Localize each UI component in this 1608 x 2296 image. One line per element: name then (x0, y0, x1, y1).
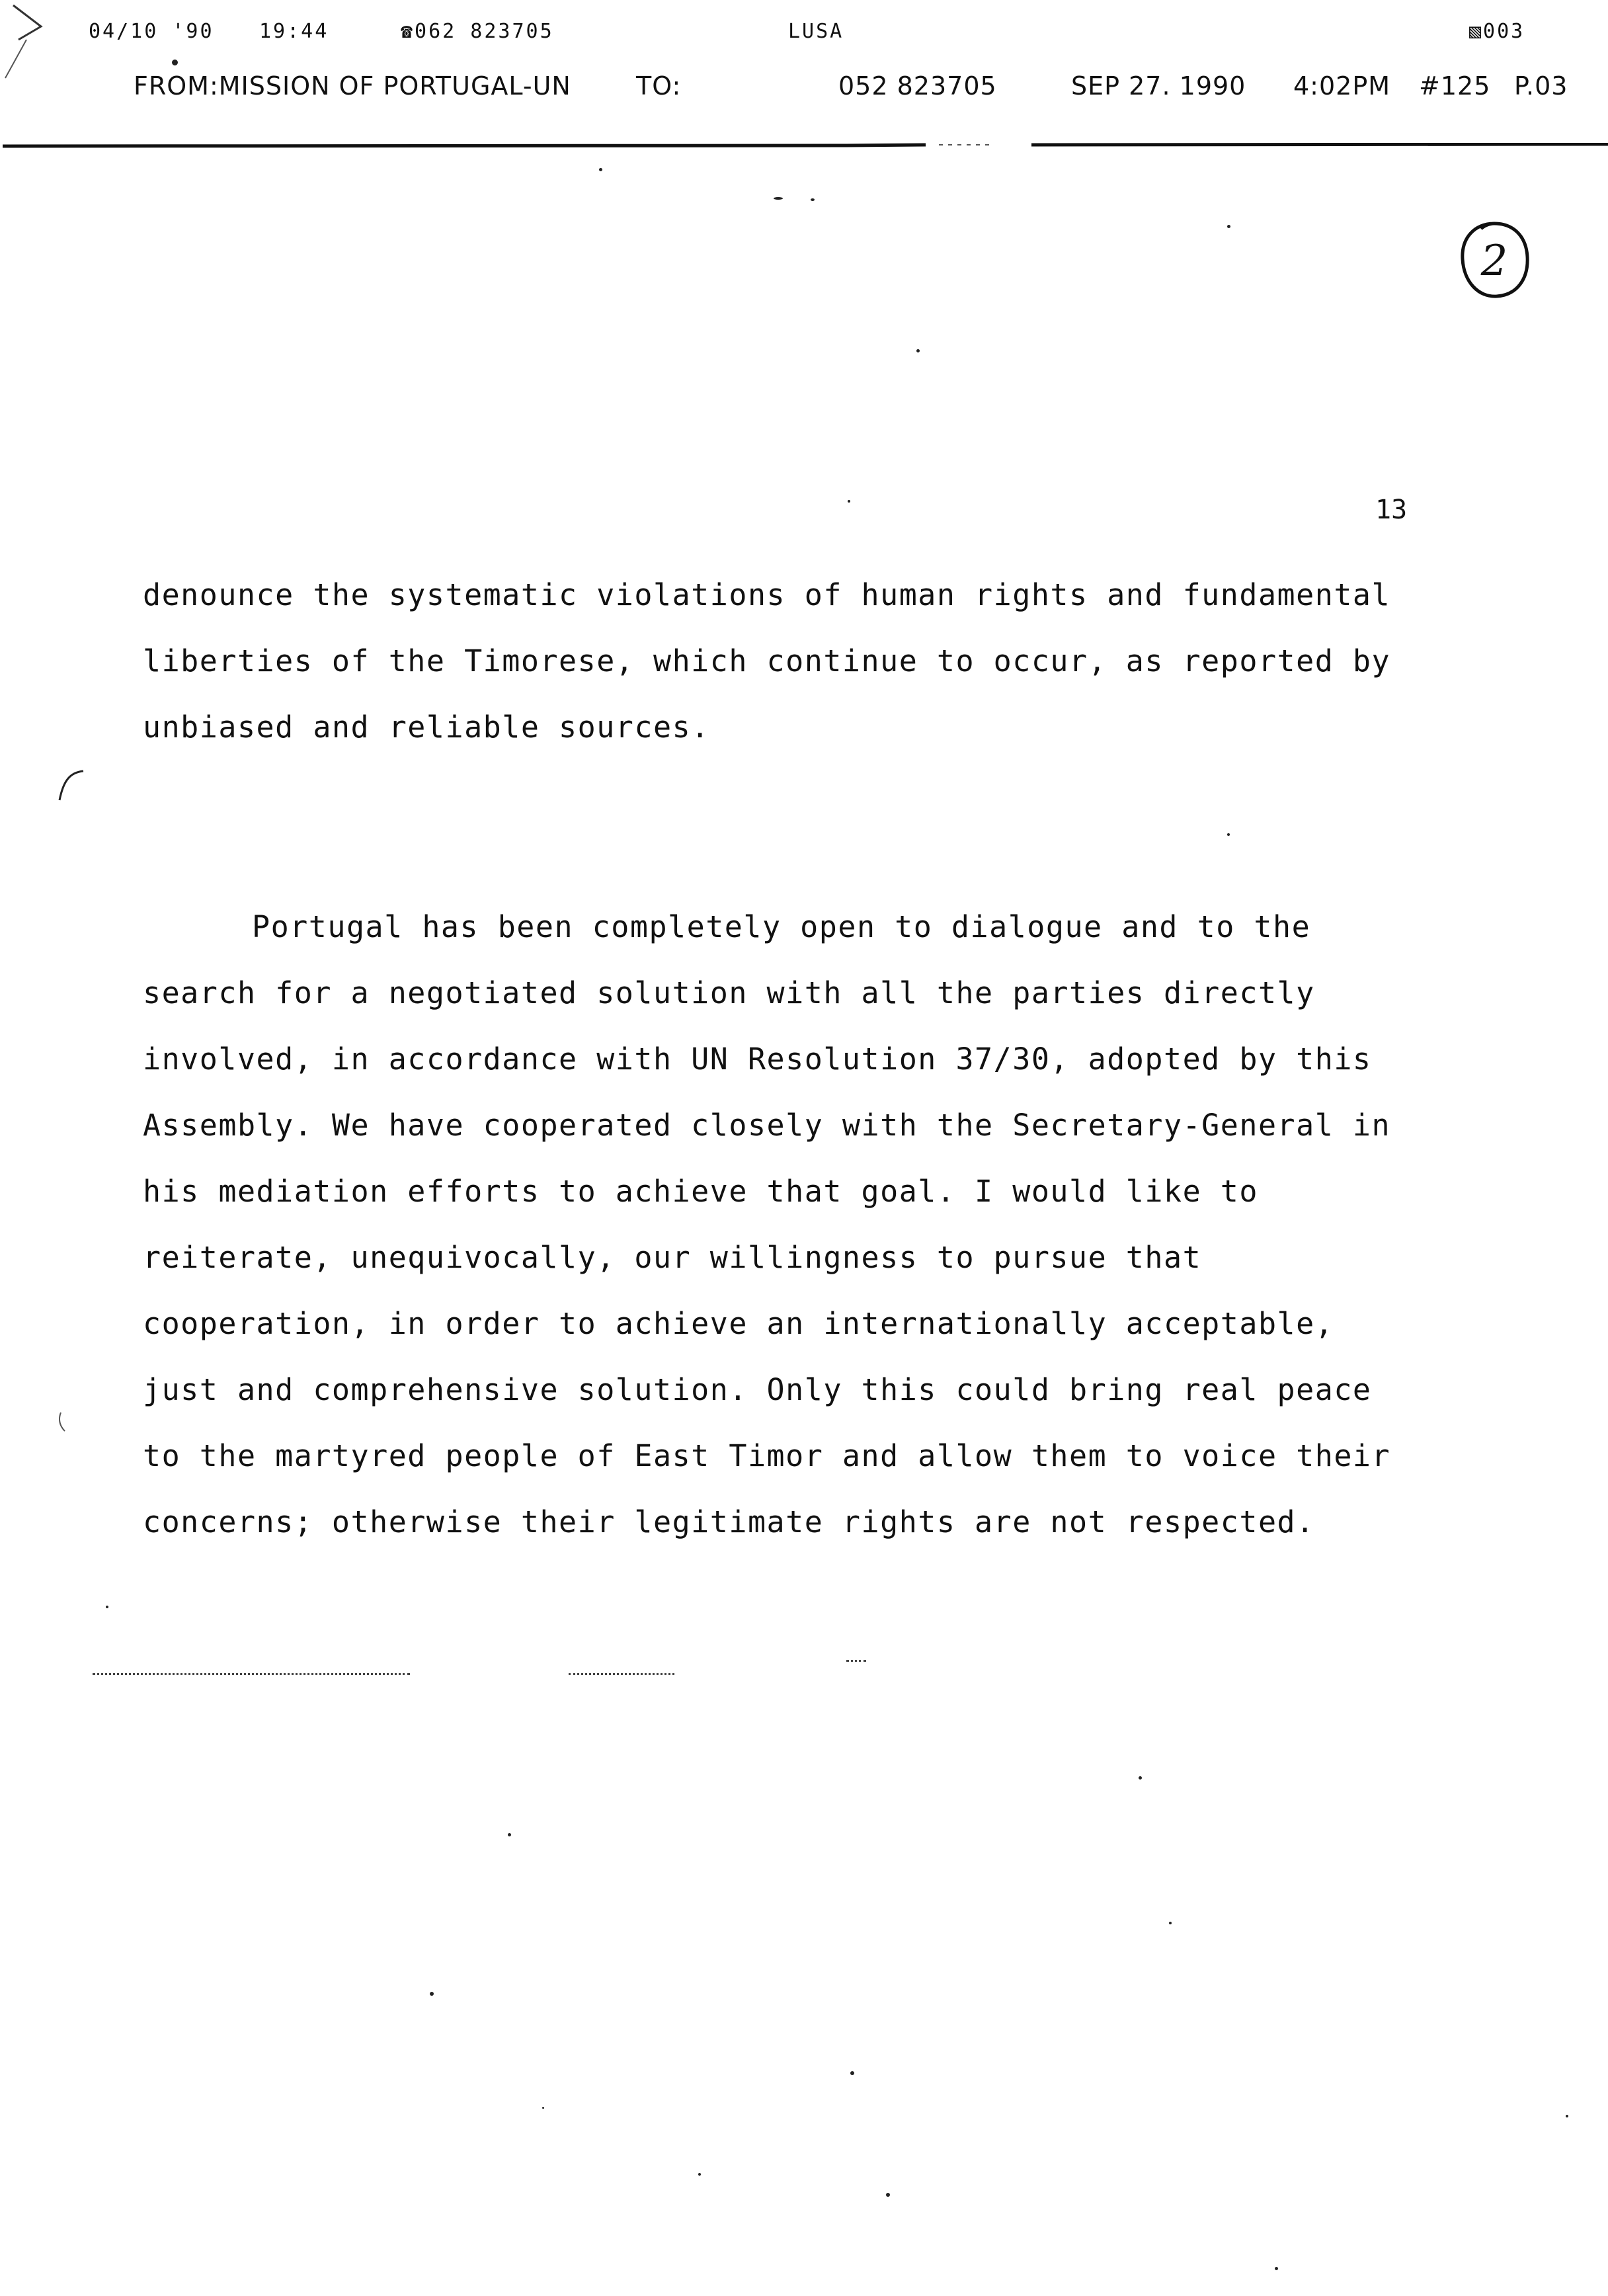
speck (811, 198, 815, 201)
text-line: unbiased and reliable sources. (143, 710, 710, 745)
fax-date: 04/10 '90 (89, 20, 214, 43)
fax-header-top (0, 16, 1608, 49)
margin-mark (53, 1409, 73, 1435)
fax-time: 19:44 (259, 20, 329, 43)
handwritten-page-mark-digit: 2 (1480, 237, 1508, 286)
speck (1566, 2115, 1568, 2117)
text-line: reiterate, unequivocally, our willingness to pursue that (143, 1240, 1202, 1275)
speck (599, 168, 602, 171)
fax-to: TO: (636, 71, 682, 101)
speck (1227, 833, 1230, 836)
fax-page-label: P.03 (1514, 71, 1568, 101)
fax-from: FROM:MISSION OF PORTUGAL-UN (134, 71, 571, 101)
fax-header-bottom (0, 69, 1608, 108)
speck (172, 60, 178, 65)
text-line: involved, in accordance with UN Resolution 37/30, adopted by this (143, 1042, 1372, 1077)
paragraph-1 (143, 562, 1452, 760)
speck (508, 1833, 511, 1836)
speck (430, 1992, 434, 1996)
text-line: concerns; otherwise their legitimate rights are not respected. (143, 1504, 1315, 1539)
fax-to-number: 052 823705 (838, 71, 997, 101)
text-line: search for a negotiated solution with all the parties directly (143, 975, 1315, 1010)
header-divider (0, 143, 1608, 148)
text-line: Assembly. We have cooperated closely with the Secretary-General in (143, 1108, 1391, 1143)
fax-sent-time: 4:02PM (1293, 71, 1391, 101)
fax-number: ☎062 823705 (401, 20, 554, 43)
speck (850, 2071, 854, 2075)
scan-artifact-line (846, 1660, 866, 1664)
text-line: liberties of the Timorese, which continue to occur, as reported by (143, 643, 1391, 678)
handwritten-page-mark (1455, 218, 1534, 304)
speck (886, 2193, 890, 2197)
speck (848, 500, 850, 503)
text-line: to the martyred people of East Timor and allow them to voice their (143, 1438, 1391, 1473)
paragraph-2 (143, 894, 1459, 1555)
speck (542, 2107, 544, 2109)
speck (1275, 2267, 1278, 2270)
speck (1227, 225, 1230, 228)
text-line: cooperation, in order to achieve an internationally acceptable, (143, 1306, 1334, 1341)
fax-page-code: ▧003 (1469, 20, 1525, 43)
text-line: just and comprehensive solution. Only this could bring real peace (143, 1372, 1372, 1407)
speck (698, 2173, 701, 2176)
text-line: his mediation efforts to achieve that goal. I would like to (143, 1174, 1258, 1209)
speck (1139, 1776, 1142, 1780)
fax-sender-code: LUSA (788, 20, 844, 43)
fax-job-number: #125 (1419, 71, 1491, 101)
margin-mark (50, 767, 90, 807)
fax-sent-date: SEP 27. 1990 (1071, 71, 1246, 101)
text-line: Portugal has been completely open to dialogue and to the (252, 909, 1311, 944)
page-number: 13 (1375, 495, 1408, 525)
text-line: denounce the systematic violations of human rights and fundamental (143, 577, 1391, 612)
speck (106, 1606, 108, 1608)
scan-artifact-line (93, 1673, 410, 1677)
speck (774, 197, 783, 200)
speck (916, 349, 920, 352)
speck (1169, 1922, 1172, 1924)
scan-artifact-line (569, 1673, 674, 1677)
